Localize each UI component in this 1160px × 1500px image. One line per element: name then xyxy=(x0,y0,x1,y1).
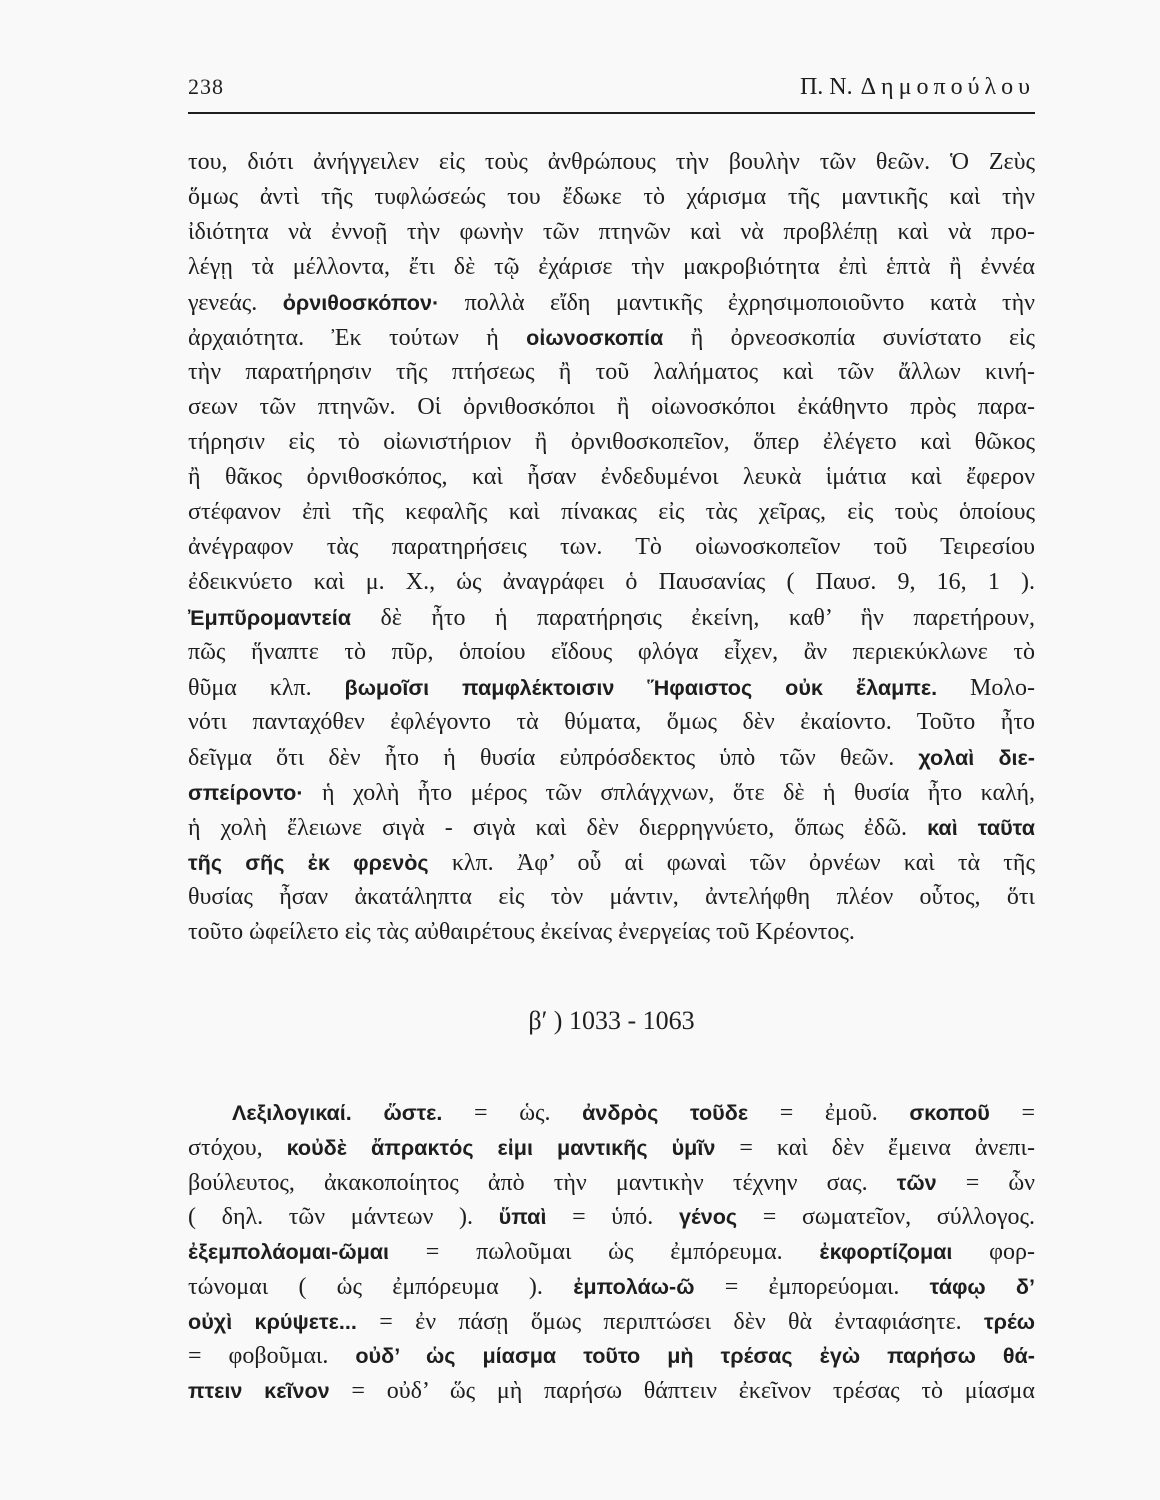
text-segment: ἐδεικνύετο καὶ μ. Χ., ὡς ἀναγράφει ὁ Παυσανίας ( Παυσ. 9, 16, 1 ). xyxy=(188,569,1035,595)
page-number: 238 xyxy=(188,74,224,99)
author-initials: Π. Ν. xyxy=(799,74,853,100)
bold-term: ἀνδρὸς τοῦδε xyxy=(582,1100,749,1125)
text-segment: φορ- xyxy=(952,1239,1035,1265)
bold-term: γένος xyxy=(678,1204,738,1230)
text-segment: κλπ. Ἀφ’ οὗ αἱ φωναὶ τῶν ὀρνέων καὶ τὰ τῆς xyxy=(428,850,1035,876)
text-segment: πῶς ἥναπτε τὸ πῦρ, ὁποίου εἴδους φλόγα εἶχεν, ἂν περιεκύκλωνε τὸ xyxy=(188,639,1035,665)
bold-term: ἐκφορτίζομαι xyxy=(819,1239,953,1264)
bold-term: κοὐδὲ ἄπρακτός εἰμι μαντικῆς ὑμῖν xyxy=(286,1134,716,1160)
text-segment: = ὑπό. xyxy=(546,1204,679,1231)
text-segment: = καὶ δὲν ἔμεινα ἀνεπι- xyxy=(715,1134,1035,1161)
bold-term: οἰωνοσκοπία xyxy=(526,325,664,350)
bold-term: χολαὶ διε- xyxy=(918,745,1035,770)
text-segment: = πωλοῦμαι ὡς ἐμπόρευμα. xyxy=(389,1239,820,1265)
section-heading: β′ ) 1033 - 1063 xyxy=(528,1006,695,1035)
text-segment: λέγῃ τὰ μέλλοντα, ἔτι δὲ τῷ ἐχάρισε τὴν μακροβιότητα ἐπὶ ἑπτὰ ἢ ἐννέα xyxy=(188,254,1035,280)
text-line xyxy=(188,1130,1035,1165)
bold-term: βωμοῖσι παμφλέκτοισιν Ἥφαιστος οὐκ ἔλαμπε. xyxy=(344,675,938,700)
author-surname: Δημοπούλου xyxy=(860,74,1035,100)
glossary-paragraph xyxy=(188,0,1035,1500)
text-segment: τοῦτο ὠφείλετο εἰς τὰς αὐθαιρέτους ἐκείνας ἐνεργείας τοῦ Κρέοντος. xyxy=(188,919,855,945)
bold-term: τάφῳ δ’ xyxy=(929,1273,1035,1299)
text-segment: ἰδιότητα νὰ ἐννοῇ τὴν φωνὴν τῶν πτηνῶν καὶ νὰ προβλέπῃ καὶ νὰ προ- xyxy=(188,219,1035,245)
bold-term: τῶν xyxy=(896,1169,937,1195)
text-line xyxy=(188,1165,1035,1200)
bold-term: ἐξεμπολάομαι-ῶμαι xyxy=(188,1239,390,1264)
bold-term: Ἐμπῦρομαντεία xyxy=(188,605,352,630)
text-segment: ὅμως ἀντὶ τῆς τυφλώσεώς του ἔδωκε τὸ χάρισμα τῆς μαντικῆς καὶ τὴν xyxy=(188,184,1035,210)
bold-term: σπείροντο· xyxy=(188,780,304,805)
text-segment: = ὡς. xyxy=(442,1100,583,1126)
text-segment: πολλὰ εἴδη μαντικῆς ἐχρησιμοποιοῦντο κατὰ τὴν xyxy=(439,290,1035,316)
text-segment: βούλευτος, ἀκακοποίητος ἀπὸ τὴν μαντικὴν τέχνην σας. xyxy=(188,1169,897,1196)
text-segment: = φοβοῦμαι. xyxy=(188,1343,356,1370)
text-segment: του, διότι ἀνήγγειλεν εἰς τοὺς ἀνθρώπους τὴν βουλὴν τῶν θεῶν. Ὁ Ζεὺς xyxy=(188,149,1035,175)
text-segment: στέφανον ἐπὶ τῆς κεφαλῆς καὶ πίνακας εἰς τὰς χεῖρας, εἰς τοὺς ὁποίους xyxy=(188,499,1035,525)
text-segment: ἢ θᾶκος ὀρνιθοσκόπος, καὶ ἦσαν ἐνδεδυμένοι λευκὰ ἱμάτια καὶ ἔφερον xyxy=(188,464,1035,490)
bold-term: οὐδ’ ὡς μίασμα τοῦτο μὴ τρέσας ἐγὼ παρήσω θά- xyxy=(355,1343,1035,1369)
text-segment: = ὧν xyxy=(936,1169,1035,1196)
text-segment: = οὐδ’ ὥς μὴ παρήσω θάπτειν ἐκεῖνον τρέσας τὸ μίασμα xyxy=(329,1378,1035,1404)
text-line xyxy=(188,1234,1035,1269)
text-line xyxy=(188,1095,1035,1130)
text-segment: ἢ ὀρνεοσκοπία συνίστατο εἰς xyxy=(663,325,1035,351)
text-segment: ἀρχαιότητα. Ἐκ τούτων ἡ xyxy=(188,325,527,351)
text-segment: = ἐμοῦ. xyxy=(748,1100,910,1126)
text-segment: = ἐν πάσῃ ὅμως περιπτώσει δὲν θὰ ἐνταφιάσητε. xyxy=(356,1308,985,1335)
bold-term: ὀρνιθοσκόπον· xyxy=(282,290,440,315)
text-segment: δεῖγμα ὅτι δὲν ἦτο ἡ θυσία εὐπρόσδεκτος ὑπὸ τῶν θεῶν. xyxy=(188,745,919,771)
text-segment: γενεάς. xyxy=(188,290,283,316)
text-segment: ἀνέγραφον τὰς παρατηρήσεις των. Τὸ οἰωνοσκοπεῖον τοῦ Τειρεσίου xyxy=(188,534,1035,560)
text-segment: = ἐμπορεύομαι. xyxy=(694,1273,930,1300)
text-line xyxy=(188,1338,1035,1373)
text-line xyxy=(188,1373,1035,1408)
text-segment: δὲ ἦτο ἡ παρατήρησις ἐκείνη, καθ’ ἣν παρετήρουν, xyxy=(351,605,1035,631)
bold-term: ἐμπολάω-ῶ xyxy=(573,1273,695,1299)
bold-term: σκοποῦ xyxy=(909,1100,990,1125)
bold-term: Λεξιλογικαί. ὥστε. xyxy=(232,1100,443,1125)
text-segment: Μολο- xyxy=(937,675,1035,701)
text-segment: τώνομαι ( ὡς ἐμπόρευμα ). xyxy=(188,1273,574,1300)
bold-term: τρέω xyxy=(984,1308,1035,1334)
text-segment: = σωματεῖον, σύλλογος. xyxy=(737,1204,1035,1231)
text-segment: θῦμα κλπ. xyxy=(188,675,345,701)
text-segment: στόχου, xyxy=(188,1134,287,1161)
text-segment: = xyxy=(989,1100,1035,1126)
bold-term: καὶ ταῦτα xyxy=(927,815,1035,840)
bold-term: ὕπαὶ xyxy=(498,1204,547,1230)
text-line xyxy=(188,1304,1035,1339)
text-line xyxy=(188,1199,1035,1234)
text-segment: τὴν παρατήρησιν τῆς πτήσεως ἢ τοῦ λαλήματος καὶ τῶν ἄλλων κινή- xyxy=(188,359,1035,385)
bold-term: οὐχὶ κρύψετε... xyxy=(188,1308,357,1334)
text-segment: ( δηλ. τῶν μάντεων ). xyxy=(188,1204,499,1231)
text-segment: τήρησιν εἰς τὸ οἰωνιστήριον ἢ ὀρνιθοσκοπεῖον, ὅπερ ἐλέγετο καὶ θῶκος xyxy=(188,429,1035,455)
text-line xyxy=(188,1269,1035,1304)
bold-term: τῆς σῆς ἐκ φρενὸς xyxy=(188,850,429,875)
text-segment: νότι πανταχόθεν ἐφλέγοντο τὰ θύματα, ὅμως δὲν ἐκαίοντο. Τοῦτο ἦτο xyxy=(188,709,1035,735)
text-segment: ἡ χολὴ ἔλειωνε σιγὰ - σιγὰ καὶ δὲν διερρηγνύετο, ὅπως ἐδῶ. xyxy=(188,815,928,841)
text-segment: ἡ χολὴ ἦτο μέρος τῶν σπλάγχνων, ὅτε δὲ ἡ θυσία ἦτο καλή, xyxy=(303,780,1035,806)
text-segment: θυσίας ἦσαν ἀκατάληπτα εἰς τὸν μάντιν, ἀντελήφθη πλέον οὗτος, ὅτι xyxy=(188,884,1035,910)
text-segment: σεων τῶν πτηνῶν. Οἱ ὀρνιθοσκόποι ἢ οἰωνοσκόποι ἐκάθηντο πρὸς παρα- xyxy=(188,394,1035,420)
bold-term: πτειν κεῖνον xyxy=(188,1378,330,1403)
